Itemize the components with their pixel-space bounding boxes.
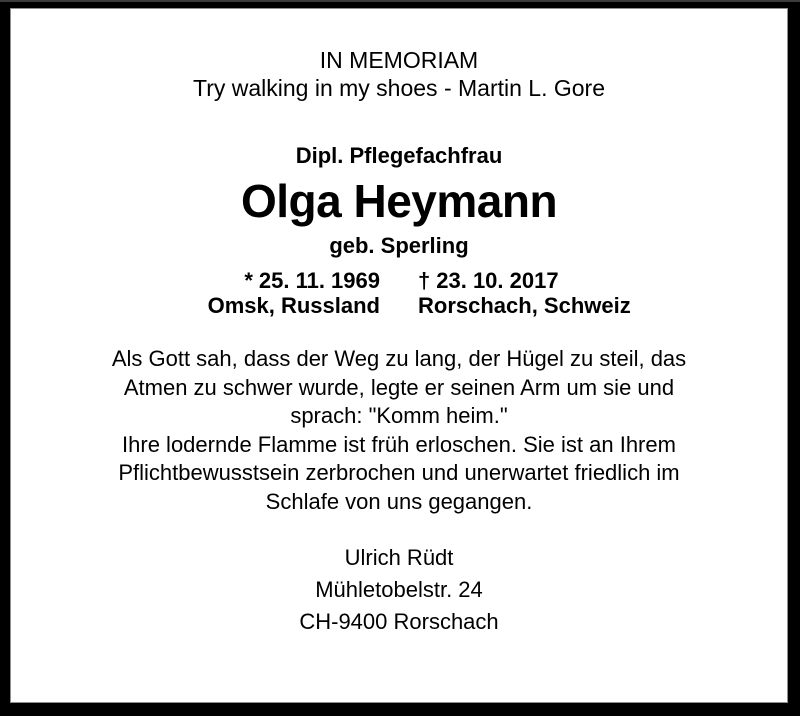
memoriam-header [11,46,787,102]
maiden-name: geb. Sperling [329,233,469,258]
mourner-address [11,542,787,638]
obituary-page [10,8,788,703]
birth-column [11,268,399,318]
death-column [399,268,787,318]
eulogy-line: Pflichtbewusstsein zerbrochen und unerwartet friedlich im [118,460,680,485]
dedication-quote: Try walking in my shoes - Martin L. Gore [193,75,605,101]
birth-place: Omsk, Russland [207,293,380,318]
death-date: 23. 10. 2017 [436,268,559,293]
eulogy-line: Schlafe von uns gegangen. [265,488,533,514]
death-date-line [418,268,787,293]
eulogy-line: Ihre lodernde Flamme ist früh erloschen. Sie ist an Ihrem [122,431,676,457]
mourner-name: Ulrich Rüdt [344,545,454,570]
eulogy-line: Atmen zu schwer wurde, legte er seinen Arm um sie und [123,374,675,400]
profession-title: Dipl. Pflegefachfrau [295,143,503,168]
eulogy-line: Als Gott sah, dass der Weg zu lang, der Hügel zu steil, das [111,346,687,371]
mourner-street: Mühletobelstr. 24 [315,577,483,602]
in-memoriam-text: IN MEMORIAM [319,47,479,73]
death-dagger-icon: † [418,268,431,293]
deceased-name: Olga Heymann [240,175,558,227]
birth-date: 25. 11. 1969 [258,268,380,293]
eulogy-line: sprach: "Komm heim." [290,403,508,428]
eulogy-text [11,345,787,516]
birth-date-line [11,268,380,293]
death-place: Rorschach, Schweiz [418,293,631,318]
mourner-city: CH-9400 Rorschach [299,609,499,634]
life-dates [11,268,787,318]
birth-star-icon: * [244,268,253,293]
